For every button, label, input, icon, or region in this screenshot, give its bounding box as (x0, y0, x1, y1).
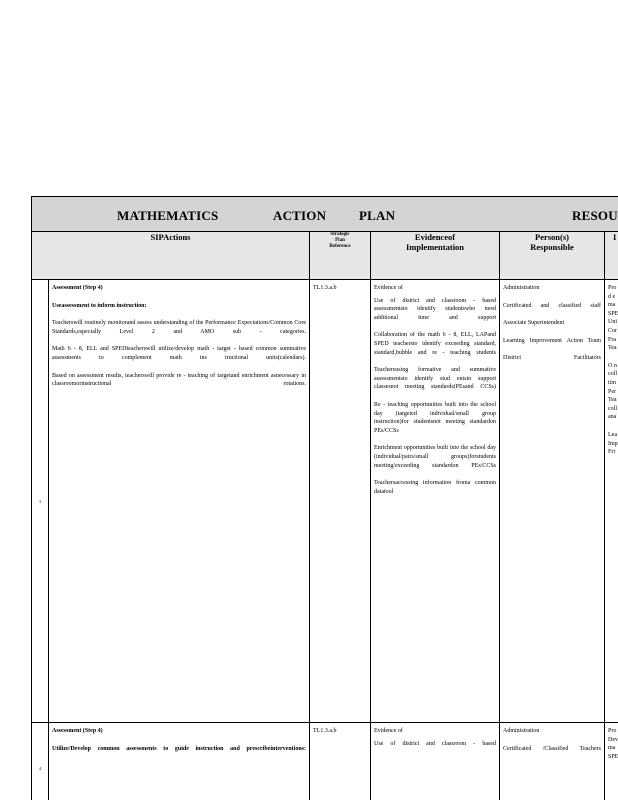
title-plan: PLAN (359, 208, 396, 223)
persons-cell (500, 280, 605, 723)
resource-fragment: Fra (608, 336, 616, 343)
resource-fragment: Pro (608, 728, 617, 734)
person-item: Certificated and classified staff (503, 302, 601, 309)
header-ref-line-2: Plan (335, 238, 345, 243)
resource-fragment: Imp (608, 440, 618, 447)
header-evidence-line-2: Implementation (405, 242, 465, 252)
person-item: Learning Improvement Action Team (503, 337, 601, 344)
resources-cell (605, 723, 618, 800)
table-row (32, 723, 618, 800)
reference-cell (310, 280, 371, 723)
header-evidence-line-1: Evidenceof (414, 232, 456, 242)
header-sip-actions-label: SIPActions (150, 232, 191, 242)
header-evidence (371, 232, 500, 280)
action-step: Assessment (Step 4) (52, 728, 103, 734)
resource-fragment: coll (608, 371, 617, 378)
header-strategic-plan-reference (310, 232, 371, 280)
action-heading: Utilize/Develop common assessments to guide instruction and prescribeinterventions: (52, 745, 306, 752)
table-row (32, 280, 618, 723)
evidence-item: Teachersaccessing information froma common datatool (374, 480, 496, 495)
header-ref-line-3: Reference (329, 244, 351, 249)
resource-fragment: Pro (608, 285, 617, 291)
resources-cell (605, 280, 618, 723)
resource-fragment: Tea (608, 345, 617, 352)
sip-actions-cell (49, 280, 310, 723)
evidence-item: Evidence of (374, 285, 403, 291)
reference-code: TL1.3.a.b (313, 728, 337, 734)
resource-fragment: SPE (608, 310, 618, 317)
action-step: Assessment (Step 4) (52, 285, 103, 291)
evidence-cell (371, 280, 500, 723)
title-action: ACTION (273, 208, 327, 223)
header-resources (605, 232, 618, 280)
evidence-item: Re - teaching opportunities built into the school day (targeted individual/small group instruction)for studentsnot meeting standardon PEs/CCSs (374, 401, 496, 434)
evidence-item: Collaboration of the math 6 - 8, ELL, LAPand SPED teachersto identify exceeding standard, standard,bubble and re - teaching students (374, 332, 496, 356)
resource-fragment: Uni (608, 319, 617, 326)
header-resources-label: I (613, 232, 617, 242)
person-item: Administration (503, 285, 540, 291)
action-paragraph: Based on assessment results, teacherswill provide re - teaching of targetand enrichment asnecessary in classroomorinstructional rotations. (52, 372, 306, 388)
person-item: Certificated /Classified Teachers (503, 745, 601, 752)
person-item: Associate Superintendent (503, 320, 565, 327)
evidence-item: Teachersusing formative and summative assessmentsto identify stud entsin support classesnot meeting standards(PEsand CCSs) (374, 367, 496, 391)
persons-cell (500, 723, 605, 800)
evidence-cell (371, 723, 500, 800)
resource-fragment: coll (608, 405, 617, 412)
document-title (32, 197, 618, 231)
resource-fragment: ana (608, 414, 617, 421)
header-persons-line-1: Person(s) (535, 232, 569, 242)
header-persons-responsible (500, 232, 605, 280)
reference-cell (310, 723, 371, 800)
header-persons-line-2: Responsible (530, 242, 574, 252)
resource-fragment: ma (608, 745, 616, 752)
person-item: District Facilitators (503, 355, 601, 362)
evidence-item: Evidence of (374, 728, 403, 734)
resource-fragment: Tea (608, 397, 617, 404)
sip-actions-cell (49, 723, 310, 800)
resource-fragment: Cor (608, 327, 617, 334)
header-ref-line-1: Strategic (330, 232, 350, 237)
title-resources: RESOU (572, 208, 618, 223)
evidence-item: Use of district and classroom - based (374, 740, 496, 747)
header-row (32, 232, 618, 280)
action-paragraph: Math 6 - 8, ELL and SPEDteacherswill utilize/develop math - target - based common summative assessments to complement math ins tructional units(calendars). (52, 346, 306, 361)
header-sip-actions (32, 232, 310, 280)
action-heading: Useassessment to inform instruction: (52, 302, 147, 309)
resource-fragment: Dev (608, 736, 618, 743)
evidence-item: Enrichment opportunities built into the school day (individual/pairs/small groups)forstudents meeting/exceeding standardon PEs/CCSs (374, 445, 496, 469)
person-item: Administration (503, 728, 540, 734)
action-plan-table (31, 196, 618, 800)
row-number: 4 (32, 723, 49, 800)
resource-fragment: SPE (608, 753, 618, 760)
resource-fragment: O n (608, 362, 617, 369)
resource-fragment: ma (608, 302, 616, 309)
resource-fragment: Per (608, 388, 616, 395)
resource-fragment: d e (608, 293, 616, 300)
reference-code: TL1.3.a.b (313, 285, 337, 291)
row-number: 3 (32, 280, 49, 723)
resource-fragment: tim (608, 379, 617, 386)
resource-fragment: Lea (608, 431, 617, 438)
title-row (32, 197, 618, 232)
action-paragraph: Teacherswill routinely monitorand assess understanding of the Performance Expectations/Common Core Standards,especially Level 2 and AMO sub - categories. (52, 320, 306, 335)
evidence-item: Use of district and classroom - based assessmentsto identify studentswho need additional time and support (374, 297, 496, 321)
title-mathematics: MATHEMATICS (117, 208, 219, 223)
resource-fragment: Fri (608, 449, 616, 456)
